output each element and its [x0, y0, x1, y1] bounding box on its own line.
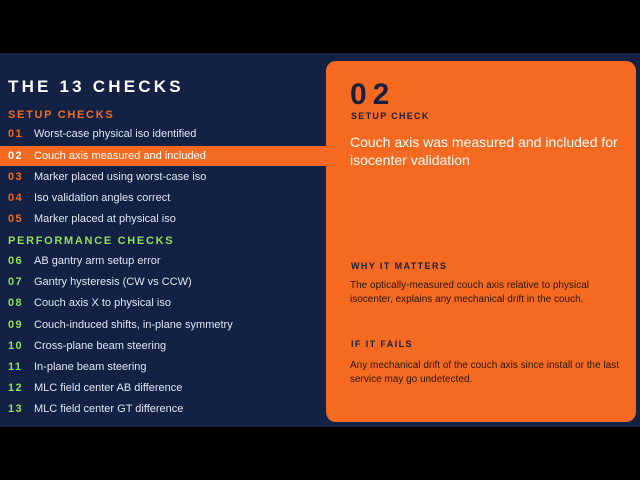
check-label: Marker placed at physical iso	[34, 213, 176, 225]
check-number: 02	[8, 150, 24, 162]
check-number: 11	[8, 361, 23, 373]
check-item-03[interactable]	[0, 167, 290, 187]
if-it-fails-text: Any mechanical drift of the couch axis since install or the last service may go undetected.	[350, 360, 620, 385]
check-number: 08	[8, 297, 24, 309]
check-item-12[interactable]	[0, 378, 290, 398]
check-label: Worst-case physical iso identified	[34, 128, 197, 140]
check-number: 05	[8, 213, 24, 225]
check-label: AB gantry arm setup error	[34, 255, 161, 267]
check-item-11[interactable]	[0, 357, 290, 377]
check-number: 13	[8, 403, 24, 415]
check-item-04[interactable]	[0, 188, 290, 208]
detail-check-number: 02	[350, 78, 396, 111]
check-label: MLC field center AB difference	[34, 382, 183, 394]
check-item-02[interactable]	[0, 146, 330, 166]
check-label: Cross-plane beam steering	[34, 340, 167, 352]
check-item-01[interactable]	[0, 124, 290, 144]
why-it-matters-text: The optically-measured couch axis relative to physical isocenter, explains any mechanical drift in the couch.	[350, 280, 589, 305]
check-item-05[interactable]	[0, 209, 290, 229]
check-item-06[interactable]	[0, 251, 290, 271]
check-item-13[interactable]	[0, 399, 290, 419]
check-number: 03	[8, 171, 24, 183]
check-number: 06	[8, 255, 24, 267]
check-number: 10	[8, 340, 24, 352]
check-detail-card	[326, 61, 636, 422]
check-label: Marker placed using worst-case iso	[34, 171, 207, 183]
check-label: MLC field center GT difference	[34, 403, 184, 415]
check-item-07[interactable]	[0, 272, 290, 292]
check-number: 01	[8, 128, 24, 140]
check-item-08[interactable]	[0, 293, 290, 313]
detail-headline: Couch axis was measured and included for isocenter validation	[350, 134, 618, 168]
check-label: Couch axis X to physical iso	[34, 297, 171, 309]
setup-checks-heading: SETUP CHECKS	[8, 109, 115, 121]
check-label: Iso validation angles correct	[34, 192, 171, 204]
check-number: 12	[8, 382, 24, 394]
check-item-10[interactable]	[0, 336, 290, 356]
detail-check-type: SETUP CHECK	[351, 111, 430, 121]
why-it-matters-heading: WHY IT MATTERS	[351, 261, 448, 271]
check-item-09[interactable]	[0, 315, 290, 335]
performance-checks-heading: PERFORMANCE CHECKS	[8, 235, 175, 247]
check-label: Couch-induced shifts, in-plane symmetry	[34, 319, 233, 331]
page-title: THE 13 CHECKS	[8, 77, 184, 96]
check-label: Gantry hysteresis (CW vs CCW)	[34, 276, 192, 288]
check-number: 07	[8, 276, 24, 288]
check-number: 09	[8, 319, 24, 331]
if-it-fails-heading: IF IT FAILS	[351, 339, 413, 349]
check-number: 04	[8, 192, 24, 204]
check-label: In-plane beam steering	[34, 361, 147, 373]
check-label: Couch axis measured and included	[34, 150, 206, 162]
